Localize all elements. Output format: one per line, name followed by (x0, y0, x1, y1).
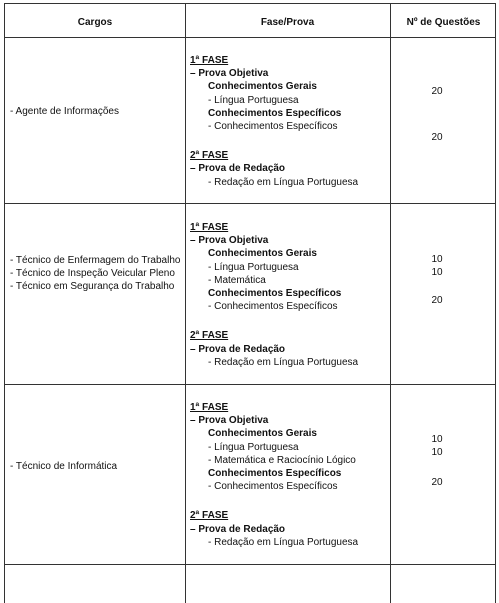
cargo-item: - Técnico de Enfermagem do Trabalho (10, 255, 181, 266)
fase-title: 1ª FASE (190, 402, 229, 413)
column-divider (185, 4, 186, 603)
conhecimentos-heading: Conhecimentos Específicos (208, 107, 342, 119)
exam-table (4, 3, 496, 603)
questoes-value: 20 (431, 132, 443, 143)
cargo-item: - Técnico de Informática (10, 461, 118, 472)
subject-item: - Matemática e Raciocínio Lógico (208, 454, 356, 466)
subject-item: - Língua Portuguesa (208, 94, 299, 106)
subject-item: - Redação em Língua Portuguesa (208, 536, 359, 548)
cargo-list (10, 254, 180, 293)
row-divider (5, 564, 495, 565)
subject-item: - Matemática (208, 274, 266, 286)
column-divider (390, 4, 391, 603)
subject-item: - Conhecimentos Específicos (208, 301, 338, 313)
questoes-value: 10 (431, 267, 443, 278)
subject-item: - Conhecimentos Específicos (208, 481, 338, 493)
questoes-value: 10 (431, 447, 443, 458)
cargo-list (10, 460, 117, 473)
row-divider (5, 37, 495, 38)
cargo-list (10, 105, 119, 118)
cargo-item: - Técnico de Inspeção Veicular Pleno (10, 268, 175, 279)
prova-title: – Prova de Redação (190, 523, 286, 535)
questoes-value: 20 (431, 477, 443, 488)
row-divider (5, 203, 495, 204)
fase-prova-cell (190, 401, 358, 549)
cargo-item: - Técnico em Segurança do Trabalho (10, 281, 175, 292)
subject-item: - Língua Portuguesa (208, 261, 299, 273)
fase-title: 1ª FASE (190, 55, 229, 66)
header-fase-prova: Fase/Prova (260, 17, 315, 28)
prova-title: – Prova de Redação (190, 343, 286, 355)
questoes-value: 10 (431, 254, 443, 265)
conhecimentos-heading: Conhecimentos Específicos (208, 468, 342, 480)
fase-title: 2ª FASE (190, 510, 229, 522)
subject-item: - Conhecimentos Específicos (208, 121, 338, 133)
prova-title: – Prova Objetiva (190, 235, 269, 247)
fase-prova-cell (190, 54, 358, 189)
subject-item: - Redação em Língua Portuguesa (208, 356, 359, 368)
prova-title: – Prova Objetiva (190, 415, 269, 427)
prova-title: – Prova Objetiva (190, 68, 269, 80)
cargo-item: - Agente de Informações (10, 106, 119, 117)
conhecimentos-heading: Conhecimentos Gerais (208, 428, 317, 440)
fase-prova-cell (190, 221, 358, 369)
conhecimentos-heading: Conhecimentos Gerais (208, 248, 317, 260)
fase-title: 2ª FASE (190, 150, 229, 162)
row-divider (5, 384, 495, 385)
fase-title: 1ª FASE (190, 222, 229, 233)
questoes-value: 10 (431, 434, 443, 445)
subject-item: - Língua Portuguesa (208, 441, 299, 453)
conhecimentos-heading: Conhecimentos Específicos (208, 288, 342, 300)
header-num-questoes: Nº de Questões (406, 17, 481, 28)
questoes-value: 20 (431, 86, 443, 97)
fase-title: 2ª FASE (190, 330, 229, 342)
prova-title: – Prova de Redação (190, 163, 286, 175)
questoes-value: 20 (431, 295, 443, 306)
subject-item: - Redação em Língua Portuguesa (208, 176, 359, 188)
header-cargos: Cargos (77, 17, 113, 28)
conhecimentos-heading: Conhecimentos Gerais (208, 81, 317, 93)
